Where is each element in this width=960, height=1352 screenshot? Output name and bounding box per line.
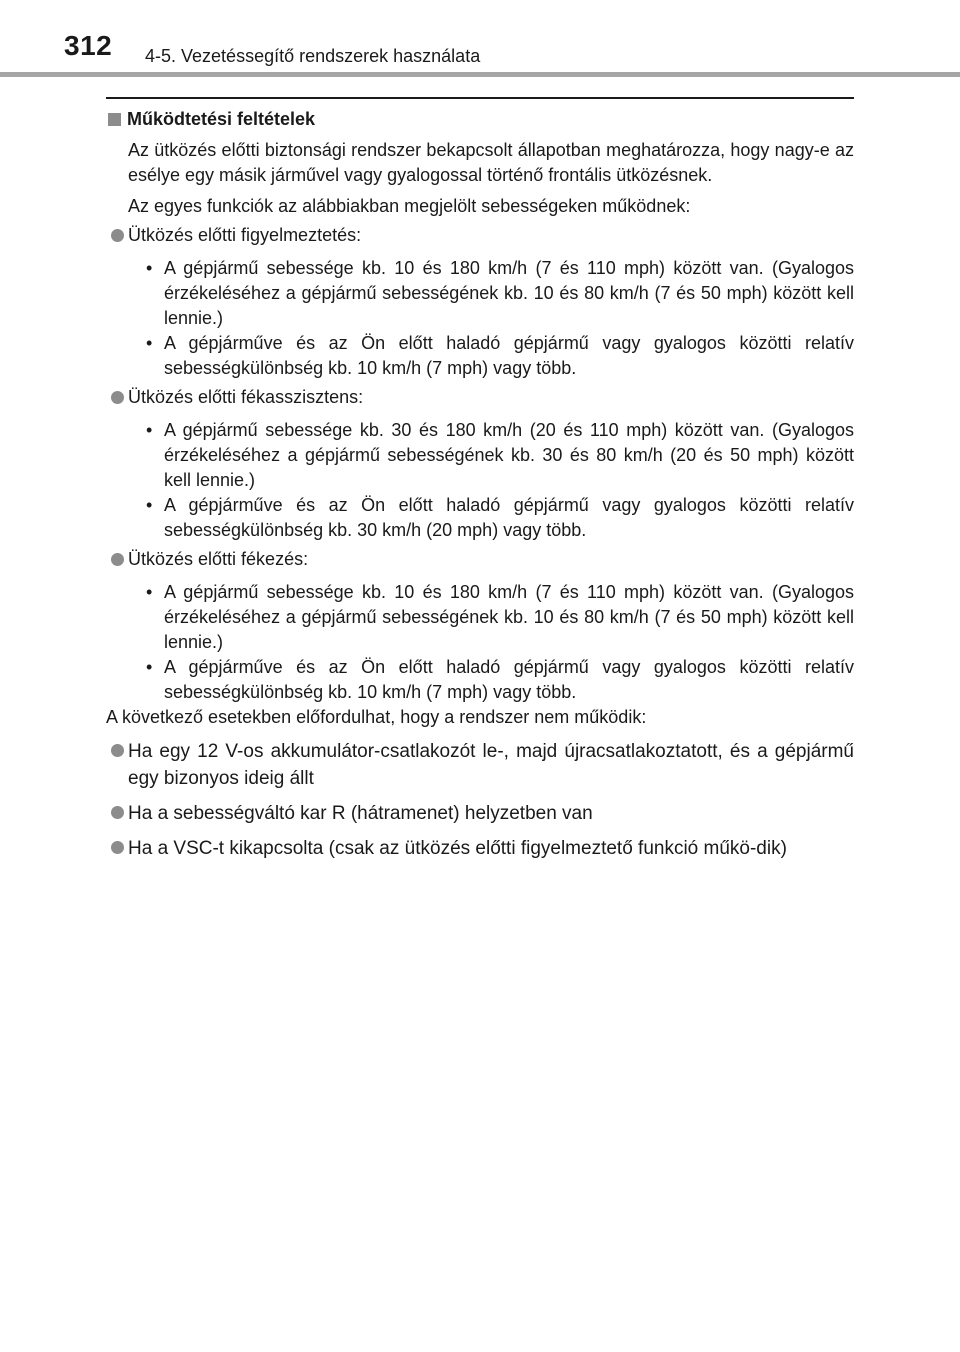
- speeds-intro: Az egyes funkciók az alábbiakban megjelölt sebességeken működnek:: [128, 196, 691, 216]
- function-item: [106, 385, 854, 410]
- condition-list: [146, 418, 854, 543]
- small-bullet-icon: •: [146, 495, 153, 515]
- circle-bullet-icon: [111, 229, 124, 242]
- not-working-item: [106, 835, 854, 862]
- condition-text: A gépjármű sebessége kb. 10 és 180 km/h (7 és 110 mph) között van. (Gyalogos érzékeléséhez a gépjármű sebességének kb. 10 és 80 km/h (7 és 50 mph) között kell lennie.): [164, 258, 854, 328]
- condition-item: [146, 493, 854, 543]
- condition-item: [146, 418, 854, 493]
- condition-item: [146, 580, 854, 655]
- condition-item: [146, 655, 854, 705]
- function-item: [106, 547, 854, 572]
- intro-paragraph: Az ütközés előtti biztonsági rendszer bekapcsolt állapotban meghatározza, hogy nagy-e az esélye egy másik járművel vagy gyalogossal történő frontális ütközésnek.: [128, 140, 854, 185]
- page-number: 312: [64, 30, 113, 61]
- chapter-title: 4-5. Vezetéssegítő rendszerek használata: [145, 46, 481, 66]
- small-bullet-icon: •: [146, 420, 153, 440]
- not-working-item: [106, 800, 854, 827]
- not-working-block: [106, 705, 854, 862]
- not-working-item: [106, 738, 854, 792]
- section-content: [106, 104, 854, 862]
- not-working-text: Ha egy 12 V-os akkumulátor-csatlakozót le-, majd újracsatlakoztatott, és a gépjármű egy bizonyos ideig állt: [128, 741, 854, 789]
- condition-text: A gépjárművе és az Ön előtt haladó gépjármű vagy gyalogos közötti relatív sebességkülönbség kb. 10 km/h (7 mph) vagy több.: [164, 333, 854, 378]
- function-title: Ütközés előtti fékasszisztens:: [128, 387, 364, 407]
- circle-bullet-icon: [111, 553, 124, 566]
- not-working-intro: A következő esetekben előfordulhat, hogy a rendszer nem működik:: [106, 707, 647, 727]
- function-item: [106, 223, 854, 248]
- condition-item: [146, 256, 854, 331]
- section-rule: [106, 97, 854, 99]
- circle-bullet-icon: [111, 841, 124, 854]
- small-bullet-icon: •: [146, 582, 153, 602]
- condition-item: [146, 331, 854, 381]
- condition-text: A gépjármű sebessége kb. 30 és 180 km/h (20 és 110 mph) között van. (Gyalogos érzékeléséhez a gépjármű sebességének kb. 30 és 80 km/h (20 és 50 mph) között kell lennie.): [164, 420, 854, 490]
- function-title: Ütközés előtti figyelmeztetés:: [128, 225, 362, 245]
- function-title: Ütközés előtti fékezés:: [128, 549, 309, 569]
- circle-bullet-icon: [111, 806, 124, 819]
- circle-bullet-icon: [111, 744, 124, 757]
- condition-text: A gépjárművе és az Ön előtt haladó gépjármű vagy gyalogos közötti relatív sebességkülönbség kb. 10 km/h (7 mph) vagy több.: [164, 657, 854, 702]
- small-bullet-icon: •: [146, 657, 153, 677]
- condition-text: A gépjárművе és az Ön előtt haladó gépjármű vagy gyalogos közötti relatív sebességkülönbség kb. 30 km/h (20 mph) vagy több.: [164, 495, 854, 540]
- circle-bullet-icon: [111, 391, 124, 404]
- condition-list: [146, 256, 854, 381]
- small-bullet-icon: •: [146, 333, 153, 353]
- not-working-text: Ha a sebességváltó kar R (hátramenet) helyzetben van: [128, 803, 593, 824]
- section-heading: [106, 104, 854, 134]
- page-header: [0, 0, 960, 78]
- header-bar: [0, 72, 960, 77]
- section-title: Működtetési feltételek: [127, 108, 316, 129]
- small-bullet-icon: •: [146, 258, 153, 278]
- condition-list: [146, 580, 854, 705]
- square-bullet-icon: [108, 113, 121, 126]
- condition-text: A gépjármű sebessége kb. 10 és 180 km/h (7 és 110 mph) között van. (Gyalogos érzékeléséhez a gépjármű sebességének kb. 10 és 80 km/h (7 és 50 mph) között kell lennie.): [164, 582, 854, 652]
- not-working-text: Ha a VSC-t kikapcsolta (csak az ütközés előtti figyelmeztető funkció műkö-dik): [128, 838, 787, 859]
